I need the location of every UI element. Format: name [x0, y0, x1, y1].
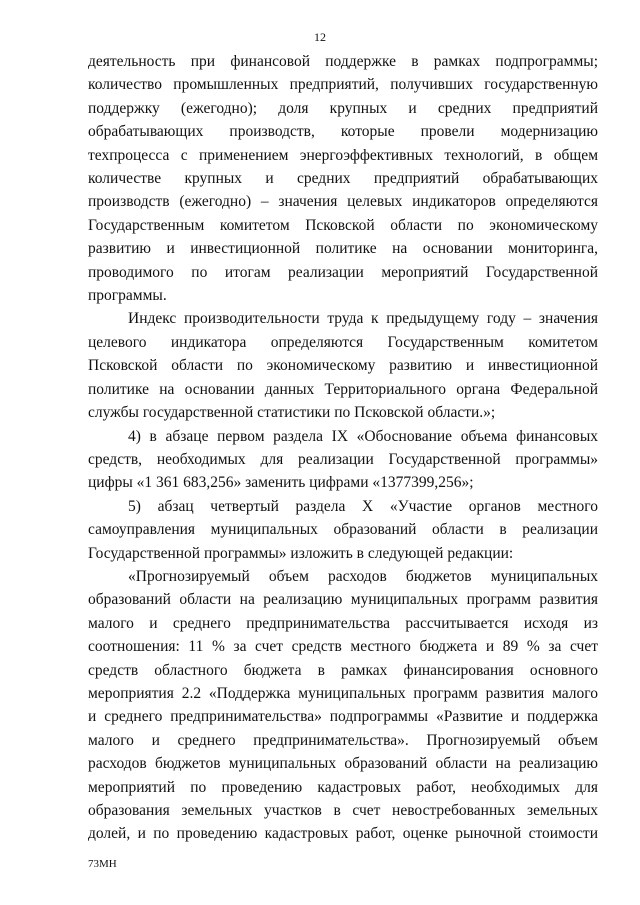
- text-line: Индекс производительности труда к предыдущему году – значения: [128, 310, 598, 328]
- text-line: мероприятия 2.2 «Поддержка муниципальных программ развития малого: [88, 684, 598, 702]
- text-line: и среднего предпринимательства» подпрограммы «Развитие и поддержка: [88, 708, 598, 726]
- page-number: 12: [314, 30, 326, 44]
- text-line: соотношения: 11 % за счет средств местного бюджета и 89 % за счет: [88, 638, 598, 656]
- text-line: политике на основании данных Территориального органа Федеральной: [88, 380, 598, 398]
- text-line: Псковской области по экономическому развитию и инвестиционной: [88, 357, 598, 375]
- text-line: производств (ежегодно) – значения целевых индикаторов определяются: [88, 193, 598, 211]
- text-line: развитию и инвестиционной политике на основании мониторинга,: [88, 240, 598, 258]
- text-line: целевого индикатора определяются Государственным комитетом: [88, 333, 598, 351]
- text-line: самоуправления муниципальных образований области в реализации: [88, 521, 598, 539]
- footer-code: 73МН: [88, 858, 117, 870]
- document-body: [88, 50, 598, 846]
- text-line: деятельность при финансовой поддержке в рамках подпрограммы;: [88, 53, 598, 70]
- text-line: Государственной программы» изложить в следующей редакции:: [88, 544, 514, 562]
- text-line: «Прогнозируемый объем расходов бюджетов муниципальных: [128, 567, 598, 585]
- text-line: средств, необходимых для реализации Государственной программы»: [88, 450, 598, 468]
- text-line: поддержку (ежегодно); доля крупных и средних предприятий: [88, 99, 598, 117]
- text-line: техпроцесса с применением энергоэффективных технологий, в общем: [88, 146, 598, 164]
- text-line: средств областного бюджета в рамках финансирования основного: [88, 661, 598, 679]
- text-line: программы.: [88, 287, 167, 305]
- text-line: образований области на реализацию муниципальных программ развития: [88, 591, 598, 609]
- text-line: службы государственной статистики по Псковской области.»;: [88, 404, 496, 422]
- text-line: малого и среднего предпринимательства». Прогнозируемый объем: [88, 731, 598, 749]
- text-line: количество промышленных предприятий, получивших государственную: [88, 76, 598, 94]
- text-line: проводимого по итогам реализации мероприятий Государственной: [88, 263, 598, 281]
- text-line: количестве крупных и средних предприятий обрабатывающих: [88, 170, 598, 188]
- text-line: цифры «1 361 683,256» заменить цифрами «1377399,256»;: [88, 474, 474, 492]
- text-line: мероприятий по проведению кадастровых работ, необходимых для: [88, 778, 598, 796]
- text-line: малого и среднего предпринимательства рассчитывается исходя из: [88, 614, 598, 632]
- text-line: расходов бюджетов муниципальных образований области на реализацию: [88, 755, 598, 773]
- text-line: Государственным комитетом Псковской области по экономическому: [88, 216, 598, 234]
- text-line: долей, и по проведению кадастровых работ, оценке рыночной стоимости: [88, 825, 598, 843]
- text-line: образования земельных участков в счет невостребованных земельных: [88, 802, 598, 819]
- text-line: обрабатывающих производств, которые провели модернизацию: [88, 123, 598, 141]
- text-line: 4) в абзаце первом раздела IX «Обоснование объема финансовых: [128, 427, 598, 445]
- text-line: 5) абзац четвертый раздела X «Участие органов местного: [128, 497, 598, 515]
